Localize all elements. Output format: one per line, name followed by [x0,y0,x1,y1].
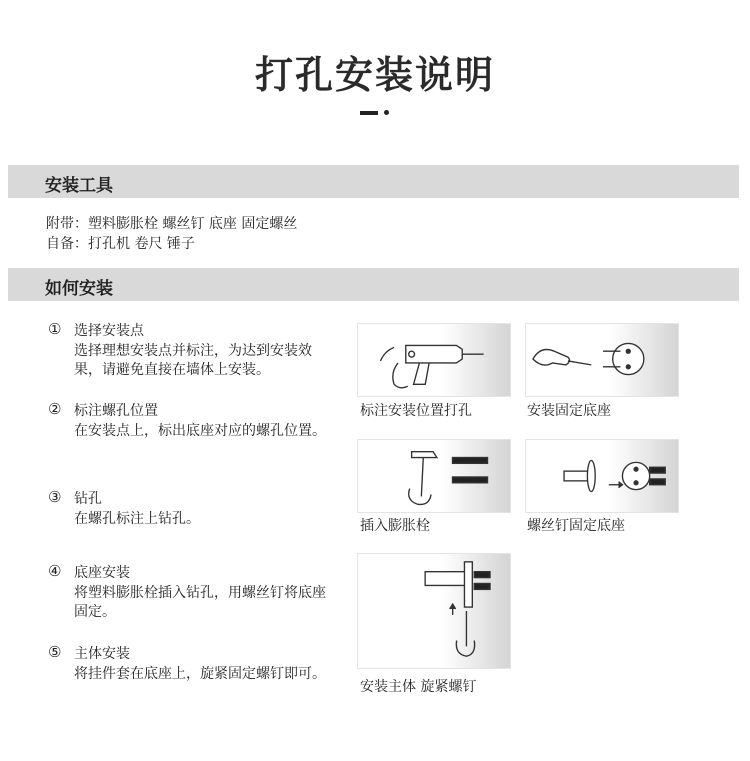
section-bar-install [8,268,739,301]
step-title: 主体安装 [74,646,130,662]
illustration-mount-body [357,553,511,669]
illustration-caption: 标注安装位置打孔 [360,403,472,419]
step-description: 将塑料膨胀栓插入钻孔，用螺丝钉将底座固定。 [74,585,326,620]
self-prepared-items: 自备：打孔机 卷尺 锤子 [46,236,195,252]
hammer-anchor-icon [358,440,510,512]
drill-icon [358,324,510,396]
title-underline [360,111,378,115]
illustration-screw-base [525,439,679,513]
illustration-drill [357,323,511,397]
step-number: ① [48,320,62,338]
section-heading-install: 如何安装 [45,279,113,299]
step-title: 底座安装 [74,565,130,581]
step-number: ② [48,400,62,418]
illustration-hammer-anchor [357,439,511,513]
step-number: ⑤ [48,643,62,661]
illustration-caption: 安装主体 旋紧螺钉 [360,679,477,695]
title-underline-dot [384,110,389,115]
mount-body-icon [358,554,510,668]
page-title: 打孔安装说明 [254,53,495,97]
step-description: 在安装点上，标出底座对应的螺孔位置。 [74,423,326,439]
illustration-screwdriver-base [525,323,679,397]
step-description: 将挂件套在底座上，旋紧固定螺钉即可。 [74,666,326,682]
step-title: 选择安装点 [74,323,144,339]
step-title: 标注螺孔位置 [74,403,158,419]
screwdriver-base-icon [526,324,678,396]
section-heading-tools: 安装工具 [45,176,113,196]
step-number: ③ [48,488,62,506]
screw-base-icon [526,440,678,512]
section-bar-tools [8,165,739,198]
step-title: 钻孔 [74,491,102,507]
step-description: 在螺孔标注上钻孔。 [74,511,200,527]
included-items: 附带：塑料膨胀栓 螺丝钉 底座 固定螺丝 [46,216,298,232]
illustration-caption: 安装固定底座 [527,403,611,419]
step-description: 选择理想安装点并标注，为达到安装效果，请避免直接在墙体上安装。 [74,343,312,378]
step-number: ④ [48,562,62,580]
illustration-caption: 插入膨胀栓 [360,518,430,534]
illustration-caption: 螺丝钉固定底座 [527,518,625,534]
